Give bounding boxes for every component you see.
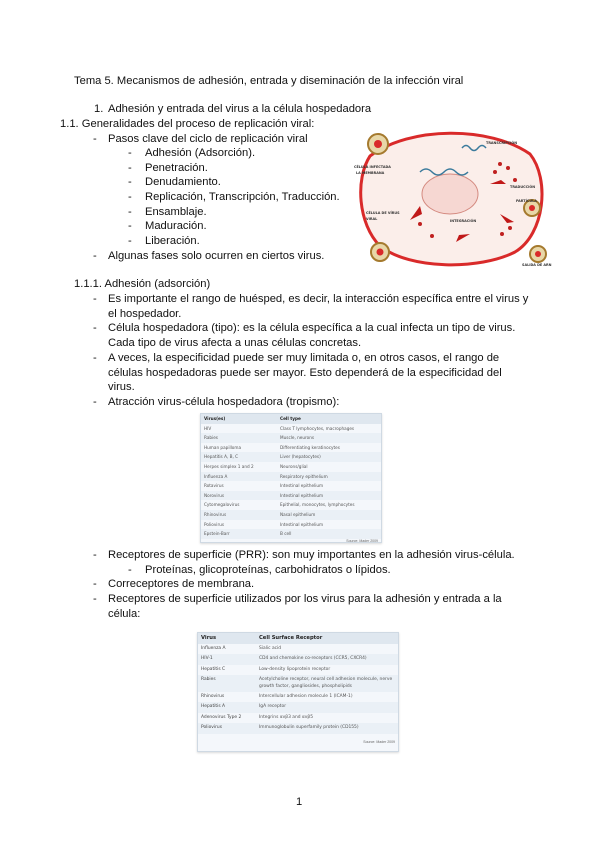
subsection-1-1-heading: 1.1. Generalidades del proceso de replicación viral: (60, 118, 315, 130)
table-cell: Rhinovirus (201, 694, 225, 700)
table-cell: Poliovirus (204, 521, 225, 527)
table-cell: Herpes simplex 1 and 2 (204, 463, 254, 469)
table-row (201, 491, 381, 501)
list-item: Maduración. (145, 220, 207, 232)
figure-label: INTEGRACIÓN (450, 219, 477, 223)
list-dash: - (93, 549, 97, 561)
list-dash: - (93, 396, 97, 408)
table-header-row (198, 633, 398, 644)
table-row (198, 713, 398, 723)
list-item: Denudamiento. (145, 176, 221, 188)
table-cell: Respiratory epithelium (277, 472, 381, 482)
table-cell: Acetylcholine receptor, neural cell adhesion molecule, nerve growth factor, gangliosides, phospholipids (256, 675, 398, 692)
page-number: 1 (296, 796, 303, 808)
receptor-table (197, 632, 399, 752)
table-cell: Intestinal epithelium (280, 521, 324, 527)
subsection-1-1-1-heading: 1.1.1. Adhesión (adsorción) (74, 278, 211, 290)
table-cell: Neurons/glial (280, 463, 308, 469)
list-dash: - (93, 322, 97, 334)
table-row (201, 452, 381, 462)
table-cell: Immunoglobulin superfamily protein (CD155) (256, 723, 398, 733)
table-cell: Differentiating keratinocytes (280, 444, 340, 450)
table-row (201, 520, 381, 530)
replication-cycle-figure (350, 124, 555, 272)
table-row (198, 644, 398, 654)
table-cell: Rabies (201, 433, 277, 443)
table-cell: Rotavirus (204, 483, 224, 489)
figure-label: CÉLULA DE VÍRUS (366, 211, 400, 215)
table-row (198, 692, 398, 702)
table-row (201, 443, 381, 453)
text-line: virus. (108, 381, 135, 394)
list-item: Ensamblaje. (145, 206, 207, 218)
table-cell: Adenovirus Type 2 (201, 714, 242, 720)
text-line: Célula hospedadora (tipo): es la célula específica a la cual infecta un tipo de virus. (108, 322, 516, 334)
tropism-table (200, 413, 382, 543)
text-line: Atracción virus-célula hospedadora (tropismo): (108, 396, 340, 408)
figure-label: TRADUCCIÓN (510, 185, 536, 189)
receptors-point: Receptores de superficie (PRR): son muy importantes en la adhesión virus-célula. (108, 549, 515, 561)
table-cell: Norovirus (201, 491, 277, 501)
text-line: células hospedadoras puede ser mayor. Esto dependerá de la especificidad del (108, 366, 502, 379)
table-row (198, 654, 398, 664)
table-cell: IgA receptor (256, 702, 398, 712)
table-cell: Rabies (198, 675, 256, 692)
list-dash: - (128, 176, 132, 188)
adhesion-point-host-range (108, 292, 528, 321)
table-row (201, 424, 381, 434)
text-line: Cada tipo de virus afecta a unas células concretas. (108, 336, 362, 349)
table-cell: Hepatitis A (198, 702, 256, 712)
column-header: Cell Surface Receptor (256, 633, 398, 644)
table-cell: Influenza A (201, 646, 226, 651)
receptors-subpoint: Proteínas, glicoproteínas, carbohidratos o lípidos. (145, 564, 391, 576)
table-header-row (201, 414, 381, 424)
virus-particle-icon (371, 243, 389, 261)
list-dash: - (93, 352, 97, 364)
table-cell: Low-density lipoprotein receptor (259, 666, 331, 672)
section-1-number: 1. (94, 103, 104, 115)
adhesion-point-host-cell (108, 321, 515, 350)
table-row (201, 481, 381, 491)
table-cell: Integrins αvβ3 and αvβ5 (259, 714, 314, 720)
table-cell: Influenza A (201, 472, 277, 482)
column-header: Cell type (277, 414, 381, 424)
list-dash: - (128, 564, 132, 576)
table-cell: Rhinovirus (201, 510, 277, 520)
section-1-heading: Adhesión y entrada del virus a la célula hospedadora (108, 103, 372, 115)
column-header: Virus(es) (201, 414, 277, 424)
table-cell: Epstein-Barr (201, 529, 277, 539)
table-row (198, 702, 398, 712)
table-cell: HIV-1 (198, 654, 256, 664)
list-dash: - (128, 220, 132, 232)
list-dash: - (128, 235, 132, 247)
table-cell: CD4 and chemokine co-receptors (CCR5, CXCR4) (256, 654, 398, 664)
list-dash: - (93, 293, 97, 305)
table-cell: Hepatitis C (201, 666, 226, 672)
table-cell: Liver (hepatocytes) (277, 452, 381, 462)
figure-label: LA MEMBRANA (356, 171, 385, 175)
figure-label: PARTÍCULA (516, 199, 537, 203)
figure-label: TRANSCRIPCIÓN (486, 141, 518, 145)
text-line: Es importante el rango de huésped, es decir, la interacción específica entre el virus y (108, 293, 529, 305)
list-item: Penetración. (145, 162, 208, 174)
table-row (198, 665, 398, 675)
table-cell: Sialic acid (259, 646, 282, 651)
list-dash: - (128, 147, 132, 159)
list-dash: - (128, 162, 132, 174)
cell-nucleus (422, 174, 478, 214)
table-cell: Intestinal epithelium (280, 483, 324, 489)
table-row (198, 675, 398, 692)
text-line: célula: (108, 607, 141, 620)
table-row (201, 462, 381, 472)
table-row (201, 433, 381, 443)
list-item: Liberación. (145, 235, 200, 247)
list-dash: - (128, 206, 132, 218)
table-cell: Human papilloma (204, 444, 242, 450)
steps-heading: Pasos clave del ciclo de replicación viral (108, 133, 308, 145)
list-item: Replicación, Transcripción, Traducción. (145, 191, 340, 203)
list-item: Adhesión (Adsorción). (145, 147, 256, 159)
table-row (201, 510, 381, 520)
virus-particle-icon (368, 134, 388, 154)
table-cell: Muscle, neurons (277, 433, 381, 443)
text-line: A veces, la especificidad puede ser muy limitada o, en otros casos, el rango de (108, 352, 500, 364)
table-cell: Class T lymphocytes, macrophages (280, 425, 355, 431)
list-dash: - (128, 191, 132, 203)
table-cell: B cell (277, 529, 381, 539)
steps-note: Algunas fases solo ocurren en ciertos virus. (108, 250, 325, 262)
table-row (201, 472, 381, 482)
table-cell: Hepatitis A, B, C (201, 452, 277, 462)
figure-label: VIRAL (366, 217, 378, 221)
text-line: el hospedador. (108, 307, 182, 320)
text-line: Receptores de superficie utilizados por los virus para la adhesión y entrada a la (108, 593, 502, 605)
column-header: Virus (198, 633, 256, 644)
coreceptors-point: Correceptores de membrana. (108, 578, 255, 590)
adhesion-point-tropism (108, 395, 339, 410)
list-dash: - (93, 593, 97, 605)
table-row (198, 723, 398, 733)
adhesion-point-specificity (108, 351, 502, 395)
list-dash: - (93, 133, 97, 145)
table-row (201, 500, 381, 510)
virus-particle-icon (530, 246, 546, 262)
table-cell: Poliovirus (198, 723, 256, 733)
page-title: Tema 5. Mecanismos de adhesión, entrada y diseminación de la infección viral (74, 75, 464, 87)
table-cell: Cytomegalovirus (204, 502, 240, 508)
table-cell: Nasal epithelium (277, 510, 381, 520)
figure-label: SALIDA DE ARN (522, 263, 552, 267)
table-cell: Intestinal epithelium (277, 491, 381, 501)
figure-label: CÉLULA INFECTADA (354, 165, 391, 169)
surface-receptors-point (108, 592, 502, 621)
table-cell: Epithelial, monocytes, lymphocytes (280, 502, 355, 508)
list-dash: - (93, 250, 97, 262)
table-credit: Source: Mader 2009 (346, 539, 378, 544)
table-cell: Intercellular adhesion molecule 1 (ICAM-1) (259, 694, 353, 700)
list-dash: - (93, 578, 97, 590)
table-credit: Source: Mader 2009 (363, 740, 395, 745)
table-cell: HIV (204, 425, 212, 431)
